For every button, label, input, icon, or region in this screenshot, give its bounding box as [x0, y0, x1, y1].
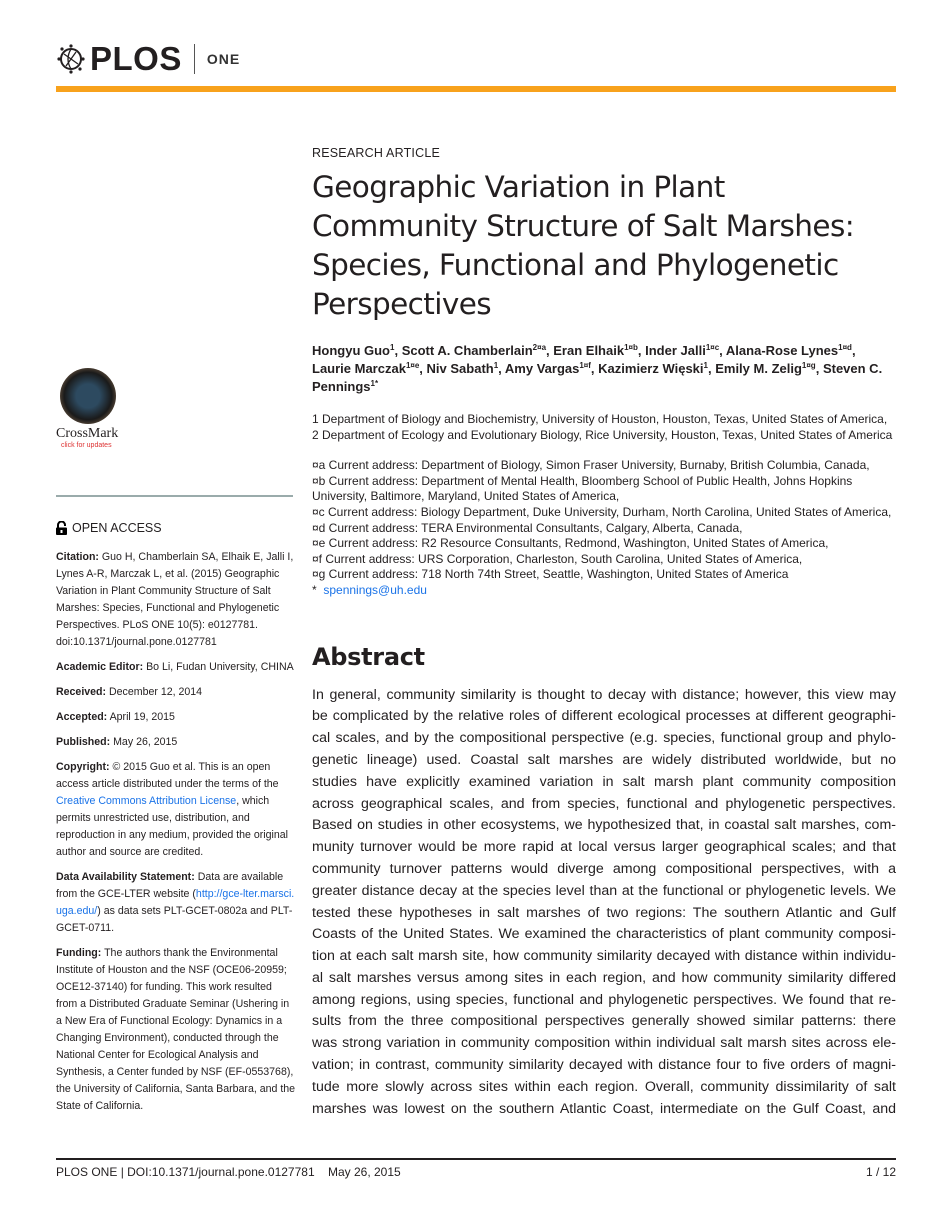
- abstract-line: across geographical scales, and from species, functional and phylogenetic perspectives.: [312, 795, 896, 812]
- received-label: Received:: [56, 686, 107, 698]
- current-address: ¤g Current address: 718 North 74th Street, Seattle, Washington, United States of America: [312, 567, 789, 582]
- author-name: Inder Jalli: [645, 343, 706, 358]
- author-name: Emily M. Zelig: [715, 361, 802, 376]
- abstract-line: Based on studies in other ecosystems, we hypothesized that, in coastal salt marshes, com-: [312, 817, 896, 834]
- current-address: ¤c Current address: Biology Department, Duke University, Durham, North Carolina, United States of America,: [312, 504, 892, 519]
- copyright: [56, 759, 296, 861]
- author-name: Kazimierz Więski: [598, 361, 704, 376]
- logo-plos: PLOS: [90, 40, 182, 77]
- abstract-line: be complicated by the relative roles of different ecological processes at different geographi-: [312, 708, 896, 725]
- crossmark-badge[interactable]: [56, 368, 296, 449]
- abstract-line: cal scales, and by the compositional perspective (e.g. species, functional group and phylo-: [312, 730, 896, 747]
- author-name: Amy Vargas: [504, 361, 580, 376]
- author: [553, 343, 638, 358]
- author-affiliation-mark: 1*: [370, 379, 379, 388]
- author-name: Niv Sabath: [426, 361, 494, 376]
- abstract-line: sults from the three compositional perspectives generally showed similar patterns: there: [312, 1013, 896, 1030]
- data-link[interactable]: http://gce-lter.marsci.uga.edu/: [56, 888, 295, 917]
- current-address: ¤f Current address: URS Corporation, Charleston, South Carolina, United States of America,: [312, 551, 803, 566]
- open-lock-icon: [56, 521, 67, 535]
- open-access: [56, 521, 296, 535]
- citation-text: Guo H, Chamberlain SA, Elhaik E, Jalli I, Lynes A-R, Marczak L, et al. (2015) Geographic Variation in Plant Community Structure of Salt Marshes: Species, Functional and Phylogenetic Perspectives. PLoS ONE 10(5): e0127781. doi:10.1371/journal.pone.0127781: [56, 551, 294, 648]
- copyright-text: © 2015 Guo et al. This is an open access article distributed under the terms of the: [56, 761, 279, 790]
- author-affiliation-mark: 1¤f: [579, 361, 591, 370]
- author: [726, 343, 852, 358]
- crossmark-label: CrossMark: [56, 426, 119, 441]
- abstract-line: al salt marshes versus among sites in each region, and how community similarity differed: [312, 969, 896, 986]
- article-title: Geographic Variation in Plant Community Structure of Salt Marshes: Species, Functional and Phylogenetic Perspectives: [312, 170, 855, 321]
- author-affiliation-mark: 1: [390, 343, 395, 352]
- author-name: Eran Elhaik: [553, 343, 625, 358]
- email-link[interactable]: spennings@uh.edu: [323, 582, 427, 597]
- current-address: ¤e Current address: R2 Resource Consultants, Redmond, Washington, United States of America,: [312, 536, 829, 551]
- author-name: Laurie Marczak: [312, 361, 406, 376]
- author: [598, 361, 708, 376]
- author-affiliation-mark: 1¤g: [801, 361, 816, 370]
- funding: [56, 945, 296, 1115]
- author: [715, 361, 815, 376]
- author-affiliation-mark: 1¤b: [624, 343, 638, 352]
- copyright-text-end: , which permits unrestricted use, distribution, and reproduction in any medium, provided the original author and source are credited.: [56, 795, 289, 858]
- copyright-label: Copyright:: [56, 761, 110, 773]
- author-affiliation-mark: 1¤c: [705, 343, 720, 352]
- corresponding-email: [312, 583, 896, 599]
- funding-text: The authors thank the Environmental Institute of Houston and the NSF (OCE06-20959; OCE12-37140) for funding. This work resulted from a Distributed Graduate Seminar (Ushering in a New Era of Functional Ecology: Dynamics in a Changing Environment), conducted through the National Center for Ecological Analysis and Synthesis, a Center funded by NSF (EF-0553768), the University of California, Santa Barbara, and the State of California.: [56, 947, 296, 1112]
- sidebar-divider: [56, 495, 293, 497]
- current-addresses: [312, 458, 896, 583]
- current-address: ¤a Current address: Department of Biology, Simon Fraser University, Burnaby, British Columbia, Canada,: [312, 458, 870, 473]
- affiliations: 1 Department of Biology and Biochemistry, University of Houston, Houston, Texas, United States of America, 2 Department of Ecology and Evolutionary Biology, Rice University, Houston, Texas, United States of America: [312, 412, 893, 442]
- abstract-line: vation; in contrast, community similarity decayed with distance four to five orders of magni-: [312, 1057, 896, 1074]
- abstract-heading: Abstract: [312, 642, 425, 671]
- accepted: [56, 709, 296, 726]
- academic-editor: [56, 659, 296, 676]
- author-name: Steven C. Pennings: [312, 361, 883, 394]
- data-label: Data Availability Statement:: [56, 871, 195, 883]
- editor-label: Academic Editor:: [56, 661, 144, 673]
- author: [505, 361, 591, 376]
- abstract-line: tested these hypotheses in salt marshes of two regions: The southern Atlantic and Gulf: [312, 904, 896, 921]
- page-number: 1 / 12: [865, 1165, 896, 1179]
- received: [56, 684, 296, 701]
- citation: [56, 549, 296, 651]
- data-availability: [56, 869, 296, 937]
- received-date: December 12, 2014: [109, 686, 203, 698]
- data-text: Data are available from the GCE-LTER website (: [56, 871, 284, 900]
- footer-doi: PLOS ONE | DOI:10.1371/journal.pone.0127781: [56, 1165, 315, 1179]
- plos-one-logo: [56, 40, 240, 78]
- author-affiliation-mark: 1: [703, 361, 708, 370]
- sidebar: [56, 368, 296, 1115]
- funding-label: Funding:: [56, 947, 102, 959]
- author: [427, 361, 499, 376]
- article-type: RESEARCH ARTICLE: [312, 146, 441, 160]
- open-access-label: OPEN ACCESS: [72, 521, 162, 535]
- license-link[interactable]: Creative Commons Attribution License: [56, 795, 237, 807]
- logo-journal: ONE: [206, 51, 241, 67]
- author-affiliation-mark: 2¤a: [532, 343, 547, 352]
- footer-date: May 26, 2015: [327, 1165, 401, 1179]
- author-name: Scott A. Chamberlain: [401, 343, 533, 358]
- corresponding-mark: *: [312, 582, 317, 597]
- crossmark-sublabel: click for updates: [61, 442, 112, 449]
- author-list: Hongyu Guo$^1$, Scott A. Chamberlain$^{2¤a}$, Eran Elhaik$^{1¤b}$, Inder Jalli$^{1¤c}$, Alana-Rose Lynes$^{1¤d}$, Laurie Marczak$^{1¤e}$, Niv Sabath$^1$, Amy Vargas$^{1¤f}$, Kazimierz Więski$^1$, Emily M. Zelig$^{1¤g}$, Steven C. Pennings$^{1*}$: [312, 343, 883, 394]
- logo-divider: [194, 44, 195, 74]
- article-main: [312, 146, 896, 1120]
- footer: [56, 1165, 896, 1179]
- author: [645, 343, 719, 358]
- citation-label: Citation:: [56, 551, 99, 563]
- abstract-text: [312, 685, 896, 1121]
- published: [56, 734, 296, 751]
- abstract-line: tion at each salt marsh site, how community similarity decayed with distance within individu-: [312, 948, 896, 965]
- abstract-line: tude more slowly across sites within each region. Overall, community dissimilarity of salt: [312, 1078, 896, 1095]
- published-label: Published:: [56, 736, 111, 748]
- current-address: ¤d Current address: TERA Environmental Consultants, Calgary, Alberta, Canada,: [312, 520, 743, 535]
- author-name: Alana-Rose Lynes: [725, 343, 839, 358]
- published-date: May 26, 2015: [113, 736, 178, 748]
- editor-text: Bo Li, Fudan University, CHINA: [146, 661, 294, 673]
- crossmark-icon: [60, 368, 116, 424]
- author: [312, 343, 394, 358]
- accepted-date: April 19, 2015: [109, 711, 175, 723]
- abstract-line: was strong variation in community composition within individual salt marsh sites across ele-: [312, 1035, 896, 1052]
- abstract-line: studies have explicitly examined variation in salt marsh plant community composition: [312, 773, 896, 790]
- abstract-line: among regions, using species, functional and phylogenetic perspectives. We found that re-: [312, 991, 896, 1008]
- abstract-line: In general, community similarity is thought to decay with distance; however, this view may: [312, 686, 896, 703]
- author-affiliation-mark: 1: [493, 361, 499, 370]
- plos-globe-icon: [56, 44, 86, 74]
- abstract-line: munity turnover would be more rapid at local versus larger geographical scales; and that: [312, 839, 896, 856]
- abstract-line: greater distance decay at the species level than at the functional or phylogenetic levels. We: [312, 882, 896, 899]
- author: [402, 343, 546, 358]
- accepted-label: Accepted:: [56, 711, 108, 723]
- abstract-line: community turnover patterns would diverge among compositional perspectives, with a: [312, 860, 896, 877]
- author-name: Hongyu Guo: [312, 343, 390, 358]
- data-text-end: ) as data sets PLT-GCET-0802a and PLT-GCET-0711.: [56, 905, 293, 934]
- current-address: ¤b Current address: Department of Mental Health, Bloomberg School of Public Health, Johns Hopkins University, Baltimore, Maryland, United States of America,: [312, 473, 853, 504]
- author-affiliation-mark: 1¤e: [405, 361, 420, 370]
- abstract-line: genetic lineage) used. Coastal salt marshes are widely distributed worldwide, but no: [312, 751, 896, 768]
- header-accent-bar: [56, 86, 896, 92]
- author-affiliation-mark: 1¤d: [838, 343, 852, 352]
- footer-divider: [56, 1158, 896, 1160]
- author: [312, 361, 419, 376]
- abstract-line: marshes was lowest on the southern Atlantic Coast, intermediate on the Gulf Coast, and: [312, 1100, 896, 1117]
- abstract-line: Coasts of the United States. We examined the characteristics of plant community composi-: [312, 926, 896, 943]
